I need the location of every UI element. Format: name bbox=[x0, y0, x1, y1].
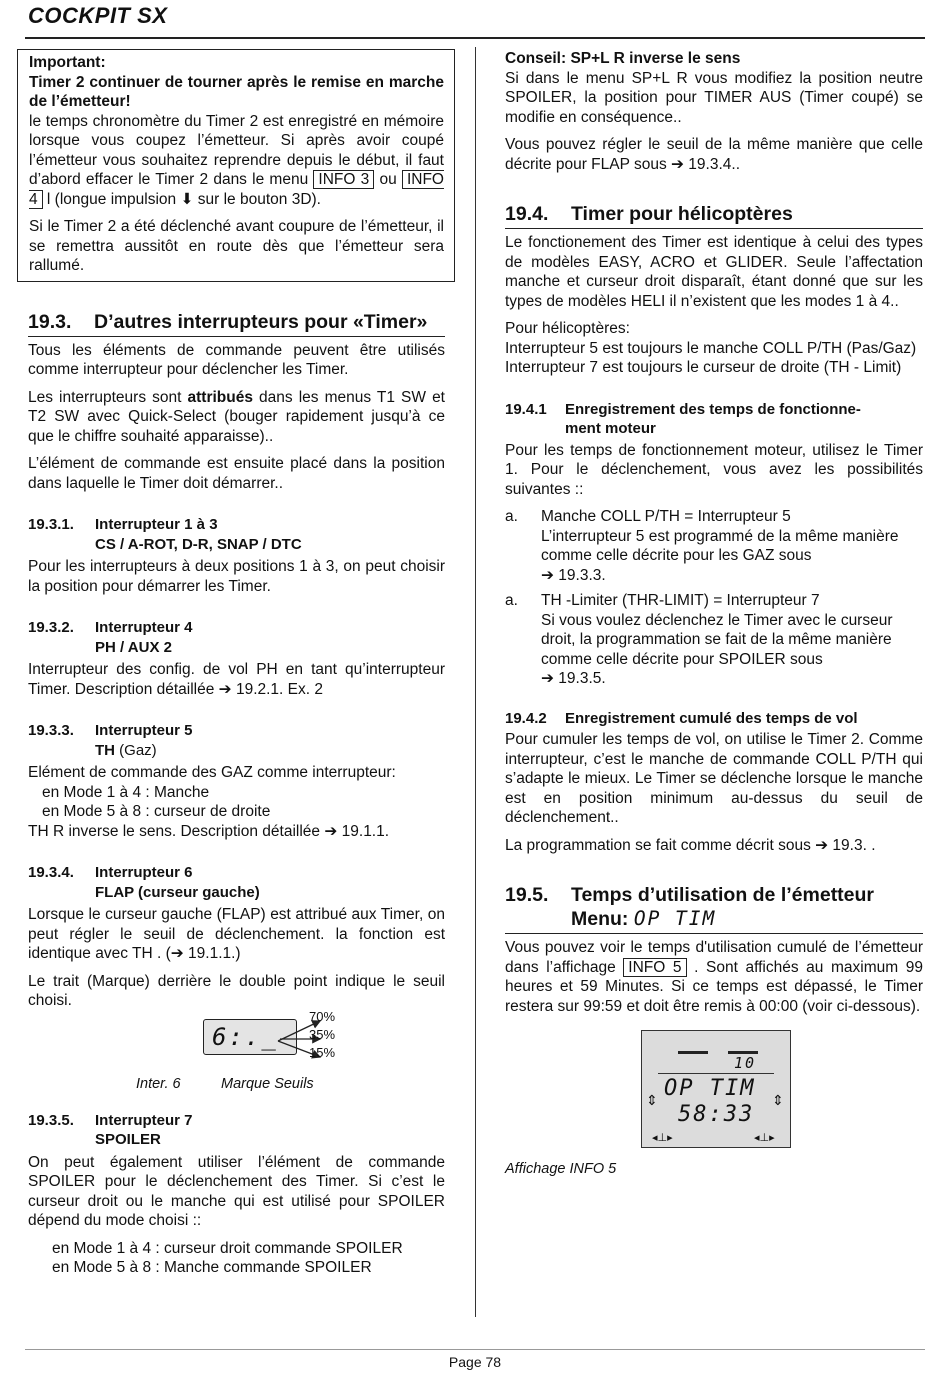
info5-divider bbox=[658, 1073, 774, 1074]
section-19-3-heading: 19.3. D’autres interrupteurs pour «Timer» bbox=[28, 310, 445, 337]
trim-bottom-left-icon: ◂⊥▸ bbox=[652, 1132, 673, 1144]
left-column bbox=[28, 49, 445, 1278]
trim-bar-left bbox=[678, 1051, 708, 1054]
section-19-4-line-1: Pour hélicoptères: bbox=[505, 320, 630, 337]
section-19-4-1-p1: Pour les temps de fonctionnement moteur, utilisez le Timer 1. Pour le déclenchement, vous avez les possibilités suivantes :: bbox=[505, 441, 923, 498]
section-19-5-p1: Vous pouvez voir le temps d'utilisation cumulé de l’émetteur dans l’affichage INFO 5 . Sont affichés au maximum 99 heures et 59 Minutes. Si ce temps est dépassé, le Timer restera sur 99:59 et doit être remis à 00:00 (voir ci-dessous). bbox=[505, 939, 923, 1015]
section-19-3-p3: L’élément de commande est ensuite placé dans la position dans laquelle le Timer doit démarrer.. bbox=[28, 455, 445, 492]
info5-lcd-line1: OP TIM bbox=[664, 1076, 756, 1101]
footer-rule bbox=[25, 1349, 925, 1350]
trim-left-vertical-icon: ⇕ bbox=[646, 1092, 658, 1108]
trim-bottom-right-icon: ◂⊥▸ bbox=[754, 1132, 775, 1144]
section-19-4-2-p2: La programmation se fait comme décrit sous ➔ 19.3. . bbox=[505, 836, 876, 854]
info5-box: INFO 5 bbox=[623, 958, 686, 977]
section-19-4-line-3: Interrupteur 7 est toujours le curseur de droite (TH - Limit) bbox=[505, 359, 902, 376]
trim-right-vertical-icon: ⇕ bbox=[772, 1092, 784, 1108]
section-19-3-3-line-4: TH R inverse le sens. Description détaillée ➔ 19.1.1. bbox=[28, 822, 390, 840]
important-paragraph-2: Si le Timer 2 a été déclenché avant coupure de l’émetteur, il se remettra aussitôt en route dès que l’émetteur sera rallumé. bbox=[29, 218, 444, 274]
section-19-3-p2: Les interrupteurs sont attribués dans les menus T1 SW et T2 SW avec Quick-Select (bouger rapidement jusqu’à ce que le chiffre souhaité apparaisse).. bbox=[28, 388, 445, 445]
section-19-3-5-line-1: en Mode 1 à 4 : curseur droit commande SPOILER bbox=[52, 1239, 403, 1257]
header-title: COCKPIT SX bbox=[28, 3, 168, 28]
header-rule bbox=[25, 37, 925, 39]
threshold-lcd-text: 6:._ bbox=[212, 1022, 278, 1051]
section-19-3-4-p2: Le trait (Marque) derrière le double point indique le seuil choisi. bbox=[28, 972, 445, 1009]
conseil-p2: Vous pouvez régler le seuil de la même manière que celle décrite pour FLAP sous ➔ 19.3.4.. bbox=[505, 136, 923, 173]
section-19-3-1-heading: 19.3.1. Interrupteur 1 à 3 CS / A-ROT, D-R, SNAP / DTC bbox=[28, 516, 302, 553]
important-title: Important: bbox=[29, 54, 106, 71]
section-19-3-5-heading: 19.3.5. Interrupteur 7 SPOILER bbox=[28, 1111, 193, 1148]
threshold-figure bbox=[28, 1008, 445, 1111]
section-19-4-2-heading: 19.4.2 Enregistrement cumulé des temps de vol bbox=[505, 709, 858, 727]
section-19-3-3-line-3: en Mode 5 à 8 : curseur de droite bbox=[42, 803, 271, 820]
section-19-3-p1: Tous les éléments de commande peuvent être utilisés comme interrupteur pour déclencher les Timer. bbox=[28, 341, 445, 378]
info5-caption: Affichage INFO 5 bbox=[505, 1161, 617, 1177]
conseil-title: Conseil: SP+L R inverse le sens bbox=[505, 50, 741, 67]
section-19-3-3-heading: 19.3.3. Interrupteur 5 TH (Gaz) bbox=[28, 722, 193, 759]
section-19-4-p1: Le fonctionement des Timer est identique à celui des types de modèles EASY, ACRO et GLIDER. Seule l’affectation manche et curseur droit disparaît, étant donné que sur les types de modèles HELI il n’existent que les modes 1 à 4.. bbox=[505, 234, 923, 310]
section-19-4-2-p1: Pour cumuler les temps de vol, on utilise le Timer 2. Comme interrupteur, c’est le manche de commande COLL P/TH qui s’adapte le mieux. Le Timer se déclenche lorsque le manche est en position minimum au-dessus du seuil de déclenchement.. bbox=[505, 731, 923, 826]
section-19-3-4-heading: 19.3.4. Interrupteur 6 FLAP (curseur gauche) bbox=[28, 864, 260, 901]
threshold-35: 35% bbox=[309, 1026, 336, 1042]
important-paragraph-1: le temps chronomètre du Timer 2 est enregistré en mémoire lorsque vous coupez l’émetteur. Si après avoir coupé l’émetteur vous souhaitez reprendre depuis le début, il faut d’abord effacer le Timer 2 dans le menu INFO 3 ou INFO 4 l (longue impulsion ⬇ sur le bouton 3D). bbox=[29, 112, 444, 208]
important-subtitle: Timer 2 continuer de tourner après le remise en marche de l’émetteur! bbox=[29, 73, 444, 110]
section-19-3-3-line-1: Elément de commande des GAZ comme interrupteur: bbox=[28, 764, 396, 781]
section-19-5-heading: 19.5. Temps d’utilisation de l’émetteur Menu: OP TIM bbox=[505, 883, 923, 934]
list-item: a. Manche COLL P/TH = Interrupteur 5 L’interrupteur 5 est programmé de la même manière comme celle décrite pour les GAZ sous ➔ 19.3.3. bbox=[505, 508, 899, 584]
section-19-4-heading: 19.4. Timer pour hélicoptères bbox=[505, 202, 923, 229]
right-column bbox=[505, 49, 923, 1180]
info5-lcd-line2: 58:33 bbox=[678, 1102, 755, 1127]
caption-inter-6: Inter. 6 bbox=[136, 1075, 181, 1092]
section-19-3-1-p1: Pour les interrupteurs à deux positions 1 à 3, on peut choisir la position pour démarrer les Timer. bbox=[28, 558, 445, 595]
info4-box: INFO 4 bbox=[29, 171, 444, 208]
section-19-3-5-p1: On peut également utiliser l’élément de commande SPOILER pour le déclenchement des Timer. Si c’est le curseur droit ou le manche qui est utilisé pour SPOILER dépend du mode choisi :: bbox=[28, 1153, 445, 1229]
conseil-p1: Si dans le menu SP+L R vous modifiez la position neutre SPOILER, la position pour TIMER AUS (Timer coupé) se modifie en conséquence.. bbox=[505, 69, 923, 126]
threshold-15: 15% bbox=[309, 1044, 336, 1060]
column-divider bbox=[475, 47, 476, 1317]
important-box bbox=[17, 49, 455, 282]
section-19-3-2-heading: 19.3.2. Interrupteur 4 PH / AUX 2 bbox=[28, 619, 193, 656]
list-item: a. TH -Limiter (THR-LIMIT) = Interrupteur 7 Si vous voulez déclenchez le Timer avec le curseur droit, la programmation se fait de la même manière comme celle décrite pour SPOILER sous ➔ 19.3.5. bbox=[505, 592, 893, 687]
section-19-3-5-line-2: en Mode 5 à 8 : Manche commande SPOILER bbox=[52, 1259, 372, 1276]
section-19-3-3-line-2: en Mode 1 à 4 : Manche bbox=[42, 783, 210, 801]
caption-marque-seuils: Marque Seuils bbox=[221, 1075, 314, 1092]
info5-display bbox=[641, 1030, 791, 1148]
info5-lcd-top: 10 bbox=[734, 1054, 757, 1072]
section-19-4-line-2: Interrupteur 5 est toujours le manche COLL P/TH (Pas/Gaz) bbox=[505, 339, 917, 357]
section-19-4-1-heading: 19.4.1 Enregistrement des temps de fonctionne- ment moteur bbox=[505, 400, 861, 437]
threshold-70: 70% bbox=[309, 1008, 336, 1024]
menu-lcd-label: OP TIM bbox=[633, 907, 717, 930]
page-number: Page 78 bbox=[448, 1354, 502, 1370]
section-19-3-2-p1: Interrupteur des config. de vol PH en tant qu’interrupteur Timer. Description détaillée ➔ 19.2.1. Ex. 2 bbox=[28, 661, 445, 698]
info3-box: INFO 3 bbox=[313, 170, 374, 189]
section-19-3-4-p1: Lorsque le curseur gauche (FLAP) est attribué aux Timer, on peut régler le seuil de déclenchement. la fonction est identique avec TH . (➔ 19.1.1.) bbox=[28, 906, 445, 962]
